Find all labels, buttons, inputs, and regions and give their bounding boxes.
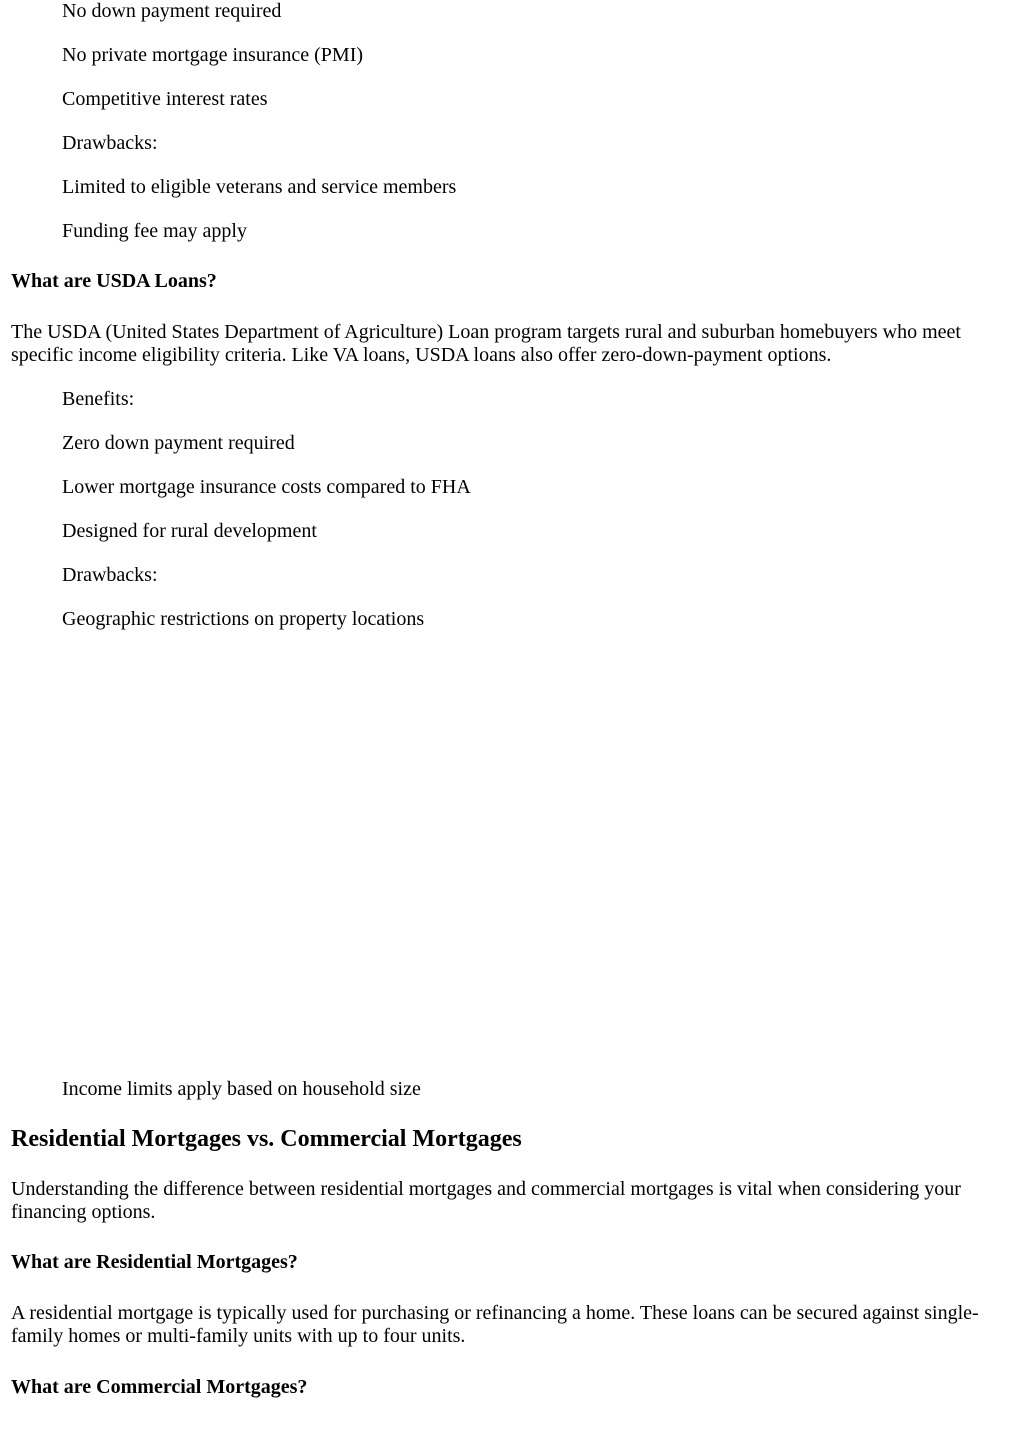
list-item: No private mortgage insurance (PMI) bbox=[62, 44, 364, 66]
list-item: No down payment required bbox=[62, 0, 282, 22]
list-item: Designed for rural development bbox=[62, 520, 317, 542]
section-heading-usda: What are USDA Loans? bbox=[11, 270, 217, 292]
list-item: Competitive interest rates bbox=[62, 88, 268, 110]
subheading-commercial: What are Commercial Mortgages? bbox=[11, 1376, 308, 1398]
usda-paragraph: The USDA (United States Department of Agriculture) Loan program targets rural and suburban homebuyers who meet specific income eligibility criteria. Like VA loans, USDA loans also offer zero-down-payment options. bbox=[11, 321, 961, 366]
list-item: Drawbacks: bbox=[62, 564, 158, 586]
list-item: Zero down payment required bbox=[62, 432, 295, 454]
list-item: Funding fee may apply bbox=[62, 220, 247, 242]
list-item: Geographic restrictions on property locations bbox=[62, 608, 425, 630]
subheading-residential: What are Residential Mortgages? bbox=[11, 1251, 298, 1273]
residential-paragraph: A residential mortgage is typically used for purchasing or refinancing a home. These loans can be secured against single-family homes or multi-family units with up to four units. bbox=[11, 1302, 979, 1347]
list-item: Limited to eligible veterans and service members bbox=[62, 176, 457, 198]
section-heading-residential-vs-commercial: Residential Mortgages vs. Commercial Mortgages bbox=[11, 1126, 522, 1152]
list-item: Drawbacks: bbox=[62, 132, 158, 154]
intro-paragraph: Understanding the difference between residential mortgages and commercial mortgages is vital when considering your financing options. bbox=[11, 1178, 961, 1223]
list-item: Income limits apply based on household size bbox=[62, 1078, 421, 1100]
list-item: Lower mortgage insurance costs compared to FHA bbox=[62, 476, 471, 498]
list-item: Benefits: bbox=[62, 388, 135, 410]
